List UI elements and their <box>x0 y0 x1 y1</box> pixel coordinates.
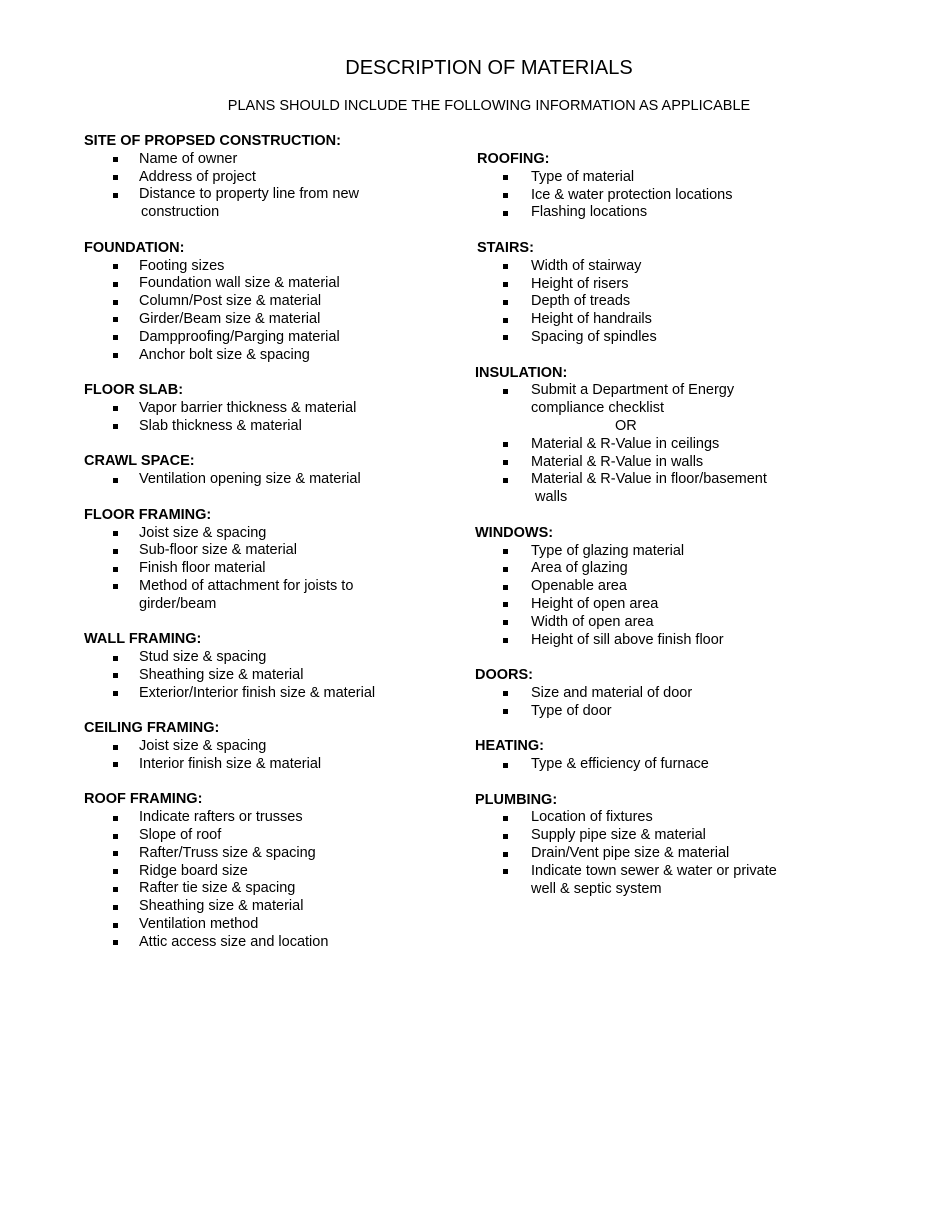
bullet-icon <box>113 335 118 340</box>
item-text: Foundation wall size & material <box>139 275 340 292</box>
bullet-icon <box>113 300 118 305</box>
bullet-icon <box>503 460 508 465</box>
list-item <box>475 827 835 845</box>
item-list <box>475 756 835 774</box>
item-continuation: well & septic system <box>531 880 662 897</box>
bullet-icon <box>113 406 118 411</box>
item-text: Location of fixtures <box>531 809 653 826</box>
item-text: Height of risers <box>531 275 629 292</box>
item-text: Finish floor material <box>139 560 266 577</box>
list-item <box>475 543 835 561</box>
item-list <box>84 400 444 436</box>
bullet-icon <box>113 869 118 874</box>
list-item <box>84 258 444 276</box>
item-text: Flashing locations <box>531 204 648 221</box>
item-text: Supply pipe size & material <box>531 827 706 844</box>
item-continuation: walls <box>535 489 568 506</box>
bullet-icon <box>113 851 118 856</box>
item-list <box>475 809 835 880</box>
item-text: Area of glazing <box>531 560 628 577</box>
list-item <box>84 649 444 667</box>
item-list <box>84 151 444 204</box>
section-floor-slab <box>84 382 444 435</box>
item-text: Height of open area <box>531 595 659 612</box>
bullet-icon <box>503 585 508 590</box>
section-doors <box>475 667 835 720</box>
item-text: Material & R-Value in walls <box>531 453 704 470</box>
list-item <box>475 685 835 703</box>
bullet-icon <box>113 745 118 750</box>
list-item <box>477 187 835 205</box>
bullet-icon <box>113 175 118 180</box>
list-item <box>84 418 444 436</box>
section-heading: CEILING FRAMING: <box>84 720 220 737</box>
bullet-icon <box>503 620 508 625</box>
list-item <box>84 471 444 489</box>
list-item <box>84 560 444 578</box>
section-stairs <box>475 240 835 347</box>
item-text: Interior finish size & material <box>139 755 322 772</box>
item-text: Submit a Department of Energy <box>531 382 735 399</box>
list-item <box>475 703 835 721</box>
list-item <box>475 632 835 650</box>
list-item <box>477 169 835 187</box>
list-item <box>475 436 835 454</box>
bullet-icon <box>503 211 508 216</box>
page-subtitle: PLANS SHOULD INCLUDE THE FOLLOWING INFORMATION AS APPLICABLE <box>227 98 751 114</box>
section-heating <box>475 738 835 774</box>
list-item <box>84 347 444 365</box>
item-text: Sheathing size & material <box>139 666 304 683</box>
list-item <box>84 169 444 187</box>
list-item <box>477 311 835 329</box>
bullet-icon <box>113 673 118 678</box>
list-item <box>84 578 444 596</box>
bullet-icon <box>113 264 118 269</box>
list-item <box>84 275 444 293</box>
item-text: Anchor bolt size & spacing <box>139 346 310 363</box>
item-list <box>475 382 835 400</box>
left-column <box>84 133 444 952</box>
bullet-icon <box>503 318 508 323</box>
bullet-icon <box>113 193 118 198</box>
section-heading: FLOOR SLAB: <box>84 382 184 399</box>
bullet-icon <box>113 816 118 821</box>
section-heading: ROOF FRAMING: <box>84 791 203 808</box>
list-item <box>84 898 444 916</box>
list-item <box>475 809 835 827</box>
item-text: Rafter/Truss size & spacing <box>139 844 316 861</box>
item-list <box>475 685 835 721</box>
bullet-icon <box>113 584 118 589</box>
bullet-icon <box>113 887 118 892</box>
item-text: Footing sizes <box>139 257 225 274</box>
bullet-icon <box>503 709 508 714</box>
section-heading: FLOOR FRAMING: <box>84 506 212 523</box>
item-text: Drain/Vent pipe size & material <box>531 845 730 862</box>
item-text: Vapor barrier thickness & material <box>139 399 357 416</box>
item-list <box>84 471 444 489</box>
list-item <box>475 614 835 632</box>
bullet-icon <box>503 549 508 554</box>
item-text: Height of sill above finish floor <box>531 631 724 648</box>
or-separator: OR <box>615 417 637 434</box>
bullet-icon <box>113 940 118 945</box>
list-item <box>84 525 444 543</box>
bullet-icon <box>503 834 508 839</box>
list-item <box>477 276 835 294</box>
list-item <box>84 756 444 774</box>
list-item <box>84 400 444 418</box>
section-heading: ROOFING: <box>477 151 550 167</box>
item-text: Exterior/Interior finish size & material <box>139 684 376 701</box>
bullet-icon <box>503 300 508 305</box>
item-text: Address of project <box>139 168 256 185</box>
section-heading: STAIRS: <box>477 239 534 256</box>
item-list <box>475 543 835 650</box>
list-item <box>84 916 444 934</box>
item-text: Spacing of spindles <box>531 328 657 345</box>
list-item <box>475 560 835 578</box>
item-text: Size and material of door <box>531 684 693 701</box>
item-list <box>84 738 444 774</box>
section-windows <box>475 525 835 650</box>
section-plumbing <box>475 792 835 899</box>
list-item <box>475 382 835 400</box>
section-roofing <box>475 151 835 222</box>
item-continuation: compliance checklist <box>531 400 664 417</box>
bullet-icon <box>503 282 508 287</box>
item-text: Type & efficiency of furnace <box>531 756 709 773</box>
item-text: Slope of roof <box>139 827 222 844</box>
bullet-icon <box>113 353 118 358</box>
bullet-icon <box>503 193 508 198</box>
bullet-icon <box>503 442 508 447</box>
section-heading: CRAWL SPACE: <box>84 453 195 470</box>
bullet-icon <box>503 638 508 643</box>
item-list <box>84 809 444 951</box>
item-text: Ventilation opening size & material <box>139 471 361 488</box>
item-continuation: girder/beam <box>139 595 217 612</box>
item-text: Dampproofing/Parging material <box>139 328 340 345</box>
list-item <box>84 151 444 169</box>
list-item <box>475 471 835 489</box>
bullet-icon <box>503 335 508 340</box>
bullet-icon <box>503 567 508 572</box>
list-item <box>475 756 835 774</box>
list-item <box>477 293 835 311</box>
list-item <box>84 863 444 881</box>
list-item <box>84 685 444 703</box>
item-list <box>475 436 835 489</box>
bullet-icon <box>503 691 508 696</box>
section-heading: WALL FRAMING: <box>84 631 202 648</box>
item-text: Joist size & spacing <box>139 738 267 755</box>
section-heading: HEATING: <box>475 738 545 755</box>
list-item <box>475 454 835 472</box>
item-text: Ventilation method <box>139 916 259 933</box>
item-list <box>477 169 835 222</box>
bullet-icon <box>113 282 118 287</box>
bullet-icon <box>113 834 118 839</box>
bullet-icon <box>113 923 118 928</box>
item-text: Width of stairway <box>531 257 642 274</box>
item-text: Attic access size and location <box>139 933 329 950</box>
item-text: Rafter tie size & spacing <box>139 880 296 897</box>
section-insulation <box>475 365 835 507</box>
section-heading: SITE OF PROPSED CONSTRUCTION: <box>84 133 341 149</box>
list-item <box>84 845 444 863</box>
bullet-icon <box>503 869 508 874</box>
section-heading: PLUMBING: <box>475 791 558 808</box>
item-text: Sheathing size & material <box>139 898 304 915</box>
section-floor-framing <box>84 507 444 614</box>
section-wall-framing <box>84 631 444 702</box>
item-text: Girder/Beam size & material <box>139 310 321 327</box>
item-text: Name of owner <box>139 150 238 167</box>
list-item <box>475 863 835 881</box>
section-roof-framing <box>84 791 444 951</box>
item-list <box>84 649 444 702</box>
bullet-icon <box>113 531 118 536</box>
bullet-icon <box>113 656 118 661</box>
item-text: Height of handrails <box>531 311 652 328</box>
list-item <box>84 186 444 204</box>
list-item <box>84 311 444 329</box>
list-item <box>475 578 835 596</box>
bullet-icon <box>503 852 508 857</box>
bullet-icon <box>113 317 118 322</box>
bullet-icon <box>503 175 508 180</box>
bullet-icon <box>113 905 118 910</box>
item-text: Type of door <box>531 702 612 719</box>
list-item <box>84 293 444 311</box>
list-item <box>84 809 444 827</box>
list-item <box>475 845 835 863</box>
list-item <box>477 329 835 347</box>
bullet-icon <box>113 157 118 162</box>
item-text: Material & R-Value in ceilings <box>531 435 720 452</box>
list-item <box>84 329 444 347</box>
right-column <box>475 151 835 898</box>
section-heading: DOORS: <box>475 667 533 684</box>
list-item <box>84 738 444 756</box>
bullet-icon <box>503 264 508 269</box>
bullet-icon <box>113 762 118 767</box>
section-site <box>84 133 444 222</box>
list-item <box>477 204 835 222</box>
item-text: Openable area <box>531 578 627 595</box>
item-list <box>84 525 444 596</box>
item-list <box>84 258 444 365</box>
section-ceiling-framing <box>84 720 444 773</box>
list-item <box>475 596 835 614</box>
item-text: Ridge board size <box>139 862 248 879</box>
list-item <box>84 934 444 952</box>
list-item <box>84 827 444 845</box>
item-text: Stud size & spacing <box>139 649 267 666</box>
bullet-icon <box>503 816 508 821</box>
item-text: Indicate town sewer & water or private <box>531 862 777 879</box>
section-foundation <box>84 240 444 365</box>
section-heading: INSULATION: <box>475 364 568 381</box>
item-text: Distance to property line from new <box>139 186 360 203</box>
section-crawl-space <box>84 453 444 489</box>
item-text: Joist size & spacing <box>139 524 267 541</box>
bullet-icon <box>113 567 118 572</box>
item-text: Type of material <box>531 168 635 185</box>
list-item <box>477 258 835 276</box>
bullet-icon <box>503 389 508 394</box>
item-text: Sub-floor size & material <box>139 542 297 559</box>
list-item <box>84 880 444 898</box>
list-item <box>84 542 444 560</box>
page-title: DESCRIPTION OF MATERIALS <box>345 57 633 79</box>
bullet-icon <box>113 478 118 483</box>
item-continuation: construction <box>141 204 220 221</box>
item-text: Indicate rafters or trusses <box>139 809 303 826</box>
item-text: Material & R-Value in floor/basement <box>531 471 767 488</box>
item-text: Method of attachment for joists to <box>139 577 354 594</box>
bullet-icon <box>113 424 118 429</box>
item-text: Type of glazing material <box>531 542 685 559</box>
bullet-icon <box>503 763 508 768</box>
section-heading: WINDOWS: <box>475 524 554 541</box>
item-list <box>477 258 835 347</box>
item-text: Slab thickness & material <box>139 417 302 434</box>
section-heading: FOUNDATION: <box>84 239 185 256</box>
item-text: Depth of treads <box>531 293 631 310</box>
bullet-icon <box>113 691 118 696</box>
bullet-icon <box>113 549 118 554</box>
bullet-icon <box>503 478 508 483</box>
list-item <box>84 667 444 685</box>
item-text: Ice & water protection locations <box>531 186 733 203</box>
item-text: Column/Post size & material <box>139 293 322 310</box>
item-text: Width of open area <box>531 613 654 630</box>
bullet-icon <box>503 602 508 607</box>
